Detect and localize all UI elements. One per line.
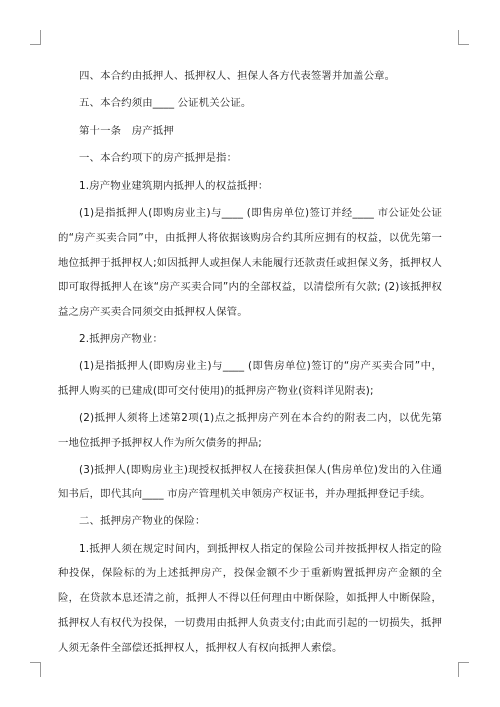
crop-mark-top-left	[30, 30, 41, 45]
paragraph-seal-clause: 四、本合约由抵押人、抵押权人、担保人各方代表签署并加盖公章。	[79, 70, 396, 82]
clause-authorization: (3)抵押人(即购房业主)现授权抵押权人在接获担保人(售房单位)发出的入住通知书后，即代其向____ 市房产管理机关申领房产权证书，并办理抵押登记手续。	[58, 463, 442, 501]
document-body	[58, 64, 442, 662]
item-mortgaged-property: 2.抵押房产物业：	[79, 332, 163, 345]
item-construction-period-mortgage: 1.房产物业建筑期内抵押人的权益抵押：	[79, 179, 269, 192]
clause-schedule-listing: (2)抵押人须将上述第2项(1)点之抵押房产列在本合约的附表二内，以优先第一地位抵押予抵押权人作为所欠债务的押品;	[58, 411, 442, 449]
crop-mark-bottom-left	[30, 662, 41, 677]
section-property-insurance: 二、抵押房产物业的保险：	[79, 515, 206, 528]
paragraph-notary-clause: 五、本合约须由____ 公证机关公证。	[79, 97, 252, 110]
clause-rights-mortgage: (1)是指抵押人(即购房业主)与____ (即售房单位)签订并经____ 市公证处公证的“房产买卖合同”中，由抵押人将依据该购房合约其所应拥有的权益，以优先第一地位抵押于抵押权人;如因抵押人或担保人未能履行还款责任或担保义务，抵押权人即可取得抵押人在该“房产买卖合同”内的全部权益，以清偿所有欠款; (2)该抵押权益之房产买卖合同须交由抵押权人保管。	[58, 206, 442, 319]
crop-mark-top-right	[458, 30, 469, 45]
clause-insurance-requirement: 1.抵押人须在规定时间内，到抵押权人指定的保险公司并按抵押权人指定的险种投保，保险标的为上述抵押房产，投保金额不少于重新购置抵押房产金额的全险，在贷款本息还清之前，抵押人不得以任何理由中断保险，如抵押人中断保险，抵押权人有权代为投保，一切费用由抵押人负责支付;由此而引起的一切损失，抵押人须无条件全部偿还抵押权人，抵押权人有权向抵押人索偿。	[58, 542, 442, 654]
crop-mark-bottom-right	[458, 662, 469, 677]
clause-completed-property: (1)是指抵押人(即购房业主)与____ (即售房单位)签订的“房产买卖合同”中，抵押人购买的已建成(即可交付使用)的抵押房产物业(资料详见附表);	[58, 360, 442, 398]
section-mortgage-definition: 一、本合约项下的房产抵押是指：	[79, 152, 238, 165]
article-eleven-heading: 第十一条 房产抵押	[79, 124, 174, 137]
